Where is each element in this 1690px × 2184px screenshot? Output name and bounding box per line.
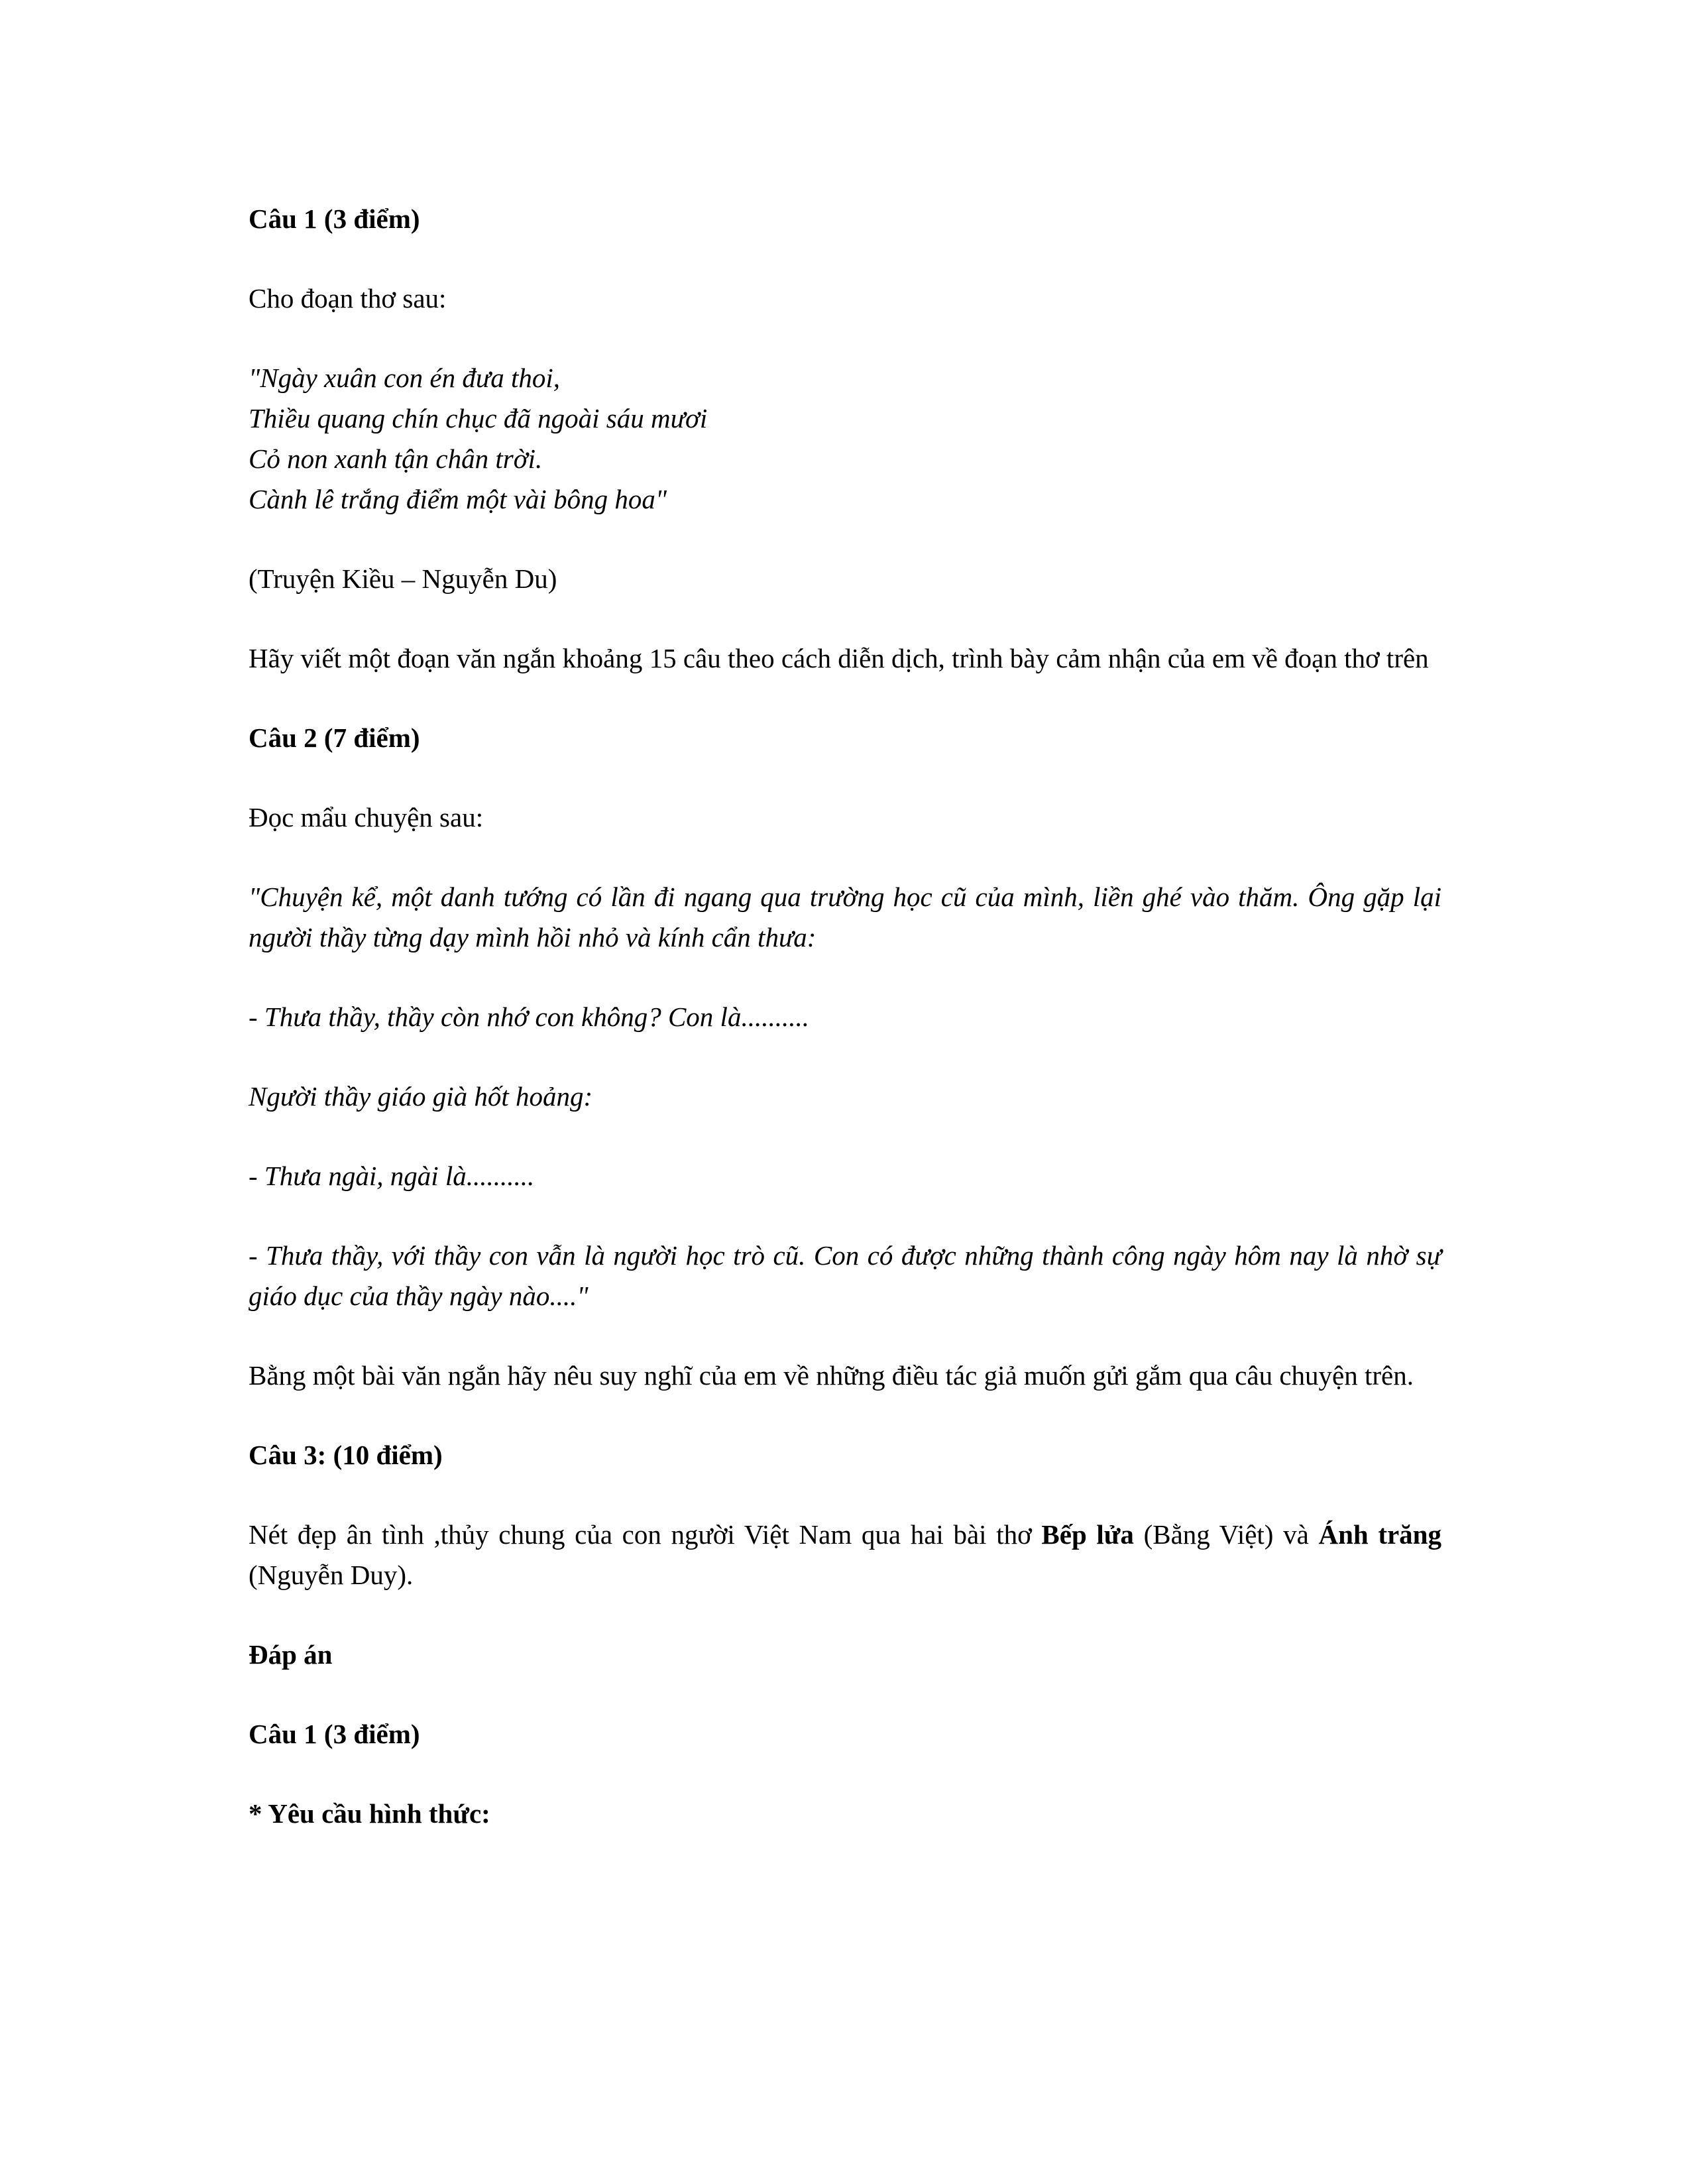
story-dialogue: - Thưa thầy, với thầy con vẫn là người học trò cũ. Con có được những thành công ngày hôm nay là nhờ sự giáo dục của thầy ngày nào...." bbox=[249, 1240, 1441, 1311]
question-3-task-text: Nét đẹp ân tình ,thủy chung của con người Việt Nam qua hai bài thơ bbox=[249, 1519, 1042, 1550]
question-2-intro: Đọc mẩu chuyện sau: bbox=[249, 802, 484, 833]
question-2-heading: Câu 2 (7 điểm) bbox=[249, 722, 420, 753]
answer-form-requirements-heading: * Yêu cầu hình thức: bbox=[249, 1798, 490, 1829]
question-3-heading: Câu 3: (10 điểm) bbox=[249, 1440, 443, 1470]
document-body bbox=[249, 199, 1441, 1873]
answer-question-1-heading: Câu 1 (3 điểm) bbox=[249, 1719, 420, 1749]
question-3-task-text: (Nguyễn Duy). bbox=[249, 1560, 414, 1590]
question-1-task: Hãy viết một đoạn văn ngắn khoảng 15 câu theo cách diễn dịch, trình bày cảm nhận của em về đoạn thơ trên bbox=[249, 643, 1429, 673]
poem-source: (Truyện Kiều – Nguyễn Du) bbox=[249, 563, 557, 594]
poem-line: Cỏ non xanh tận chân trời. bbox=[249, 443, 543, 474]
question-1-heading: Câu 1 (3 điểm) bbox=[249, 203, 420, 234]
story-paragraph: "Chuyện kể, một danh tướng có lần đi ngang qua trường học cũ của mình, liền ghé vào thăm. Ông gặp lại người thầy từng dạy mình hồi nhỏ và kính cẩn thưa: bbox=[249, 882, 1441, 952]
poem-line: "Ngày xuân con én đưa thoi, bbox=[249, 363, 560, 393]
answer-heading: Đáp án bbox=[249, 1639, 333, 1670]
poem-line: Cành lê trắng điểm một vài bông hoa" bbox=[249, 484, 667, 514]
question-1-intro: Cho đoạn thơ sau: bbox=[249, 283, 447, 314]
question-2-task: Bằng một bài văn ngắn hãy nêu suy nghĩ của em về những điều tác giả muốn gửi gắm qua câu chuyện trên. bbox=[249, 1360, 1414, 1391]
story-dialogue: - Thưa thầy, thầy còn nhớ con không? Con là.......... bbox=[249, 1002, 809, 1032]
poem-line: Thiều quang chín chục đã ngoài sáu mươi bbox=[249, 403, 708, 433]
poem-excerpt bbox=[249, 358, 1441, 520]
question-3-task-text: (Bằng Việt) và bbox=[1133, 1519, 1319, 1550]
story-narration: Người thầy giáo già hốt hoảng: bbox=[249, 1081, 593, 1112]
poem-title-anh-trang: Ánh trăng bbox=[1318, 1519, 1441, 1550]
story-dialogue: - Thưa ngài, ngài là.......... bbox=[249, 1161, 535, 1191]
poem-title-bep-lua: Bếp lửa bbox=[1041, 1519, 1134, 1550]
question-3-task bbox=[249, 1515, 1441, 1595]
